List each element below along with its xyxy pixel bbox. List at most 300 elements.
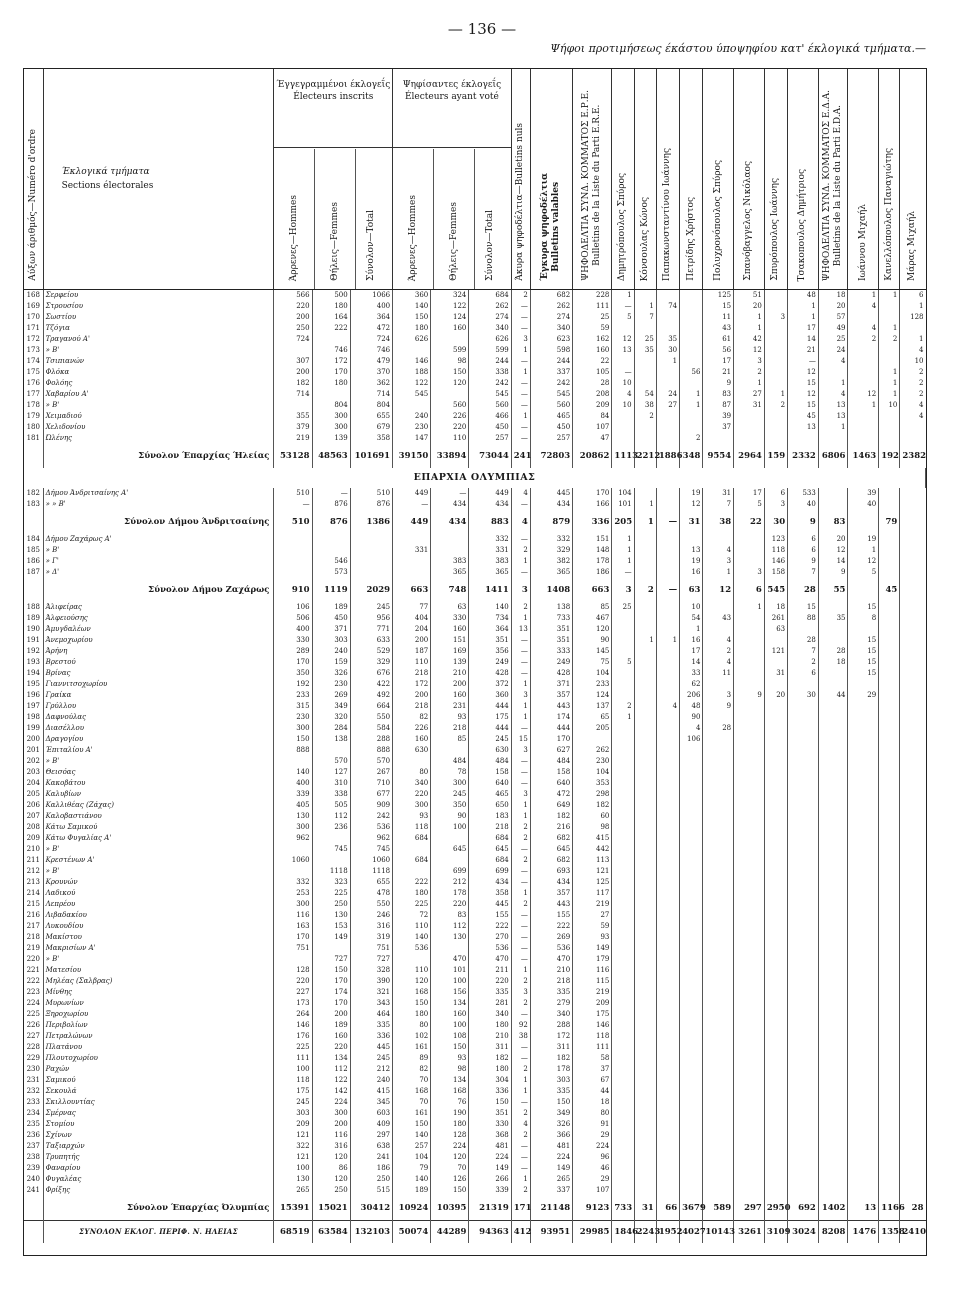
value-cell [734,921,765,932]
value-cell: 79 [879,510,900,534]
value-cell [788,888,819,899]
value-cell: 428 [469,668,511,679]
value-cell: 150 [274,734,312,745]
value-cell: 645 [431,844,469,855]
value-cell: 170 [312,976,350,987]
value-cell: 261 [764,613,787,624]
value-cell [634,745,656,756]
table-row [24,668,926,679]
value-cell: 4 [511,488,530,499]
value-cell: 140 [393,1130,431,1141]
value-cell: 2 [511,1185,530,1196]
row-number: 171 [24,323,43,334]
value-cell [431,534,469,545]
value-cell [818,756,848,767]
value-cell: 2 [511,833,530,844]
value-cell [848,778,879,789]
table-row [24,1152,926,1163]
value-cell [612,1141,634,1152]
value-cell: 245 [274,1097,312,1108]
value-cell: 28 [818,646,848,657]
value-cell: 180 [393,323,431,334]
value-cell [612,976,634,987]
value-cell: 173 [274,998,312,1009]
value-cell: 180 [393,888,431,899]
value-cell [634,998,656,1009]
value-cell: 40 [848,499,879,510]
value-cell [734,422,765,433]
value-cell: 12 [788,389,819,400]
value-cell: 17 [703,356,734,367]
value-cell [634,488,656,499]
value-cell: 245 [350,1053,392,1064]
table-row [24,855,926,866]
table-row [24,1163,926,1174]
value-cell: 4 [703,657,734,668]
value-cell: 35 [818,613,848,624]
value-cell [818,921,848,932]
value-cell: 422 [350,679,392,690]
value-cell [764,778,787,789]
row-number: 189 [24,613,43,624]
value-cell [656,910,679,921]
value-cell: 546 [312,556,350,567]
value-cell [734,811,765,822]
value-cell: 383 [469,556,511,567]
value-cell [656,833,679,844]
value-cell [656,976,679,987]
value-cell: 335 [469,987,511,998]
value-cell: 150 [431,1185,469,1196]
value-cell [634,290,656,302]
value-cell [393,756,431,767]
section-name: Ταξιαρχών [43,1141,274,1152]
row-number: 217 [24,921,43,932]
value-cell: — [274,499,312,510]
row-number: 182 [24,488,43,499]
table-row [24,1174,926,1185]
value-cell: 1952 [656,1221,679,1244]
section-name: Σκιλλουντίας [43,1097,274,1108]
value-cell: 288 [350,734,392,745]
value-cell: 266 [469,1174,511,1185]
value-cell [764,334,787,345]
value-cell: 124 [431,312,469,323]
value-cell [788,943,819,954]
value-cell [656,567,679,578]
results-table-frame [23,68,927,1256]
table-row [24,635,926,646]
value-cell: 663 [393,578,431,602]
value-cell [703,855,734,866]
value-cell [703,1152,734,1163]
value-cell: 3 [511,789,530,800]
value-cell: 209 [573,998,612,1009]
value-cell: 82 [393,1064,431,1075]
value-cell [656,1020,679,1031]
value-cell: 24 [818,345,848,356]
value-cell [879,301,900,312]
value-cell [900,811,926,822]
votants-gr: Ψηφίσαντες έκλογεΐς [402,80,502,90]
value-cell [612,756,634,767]
value-cell: 70 [393,1097,431,1108]
value-cell: 82 [393,712,431,723]
value-cell [900,1141,926,1152]
sections-header-fr: Sections électorales [61,181,154,191]
value-cell [900,899,926,910]
value-cell: 3261 [734,1221,765,1244]
section-name: » Γ' [43,556,274,567]
value-cell: 734 [469,613,511,624]
value-cell [848,888,879,899]
value-cell: 2382 [902,451,927,461]
row-number [24,1196,43,1221]
value-cell: 1 [764,389,787,400]
section-name: Καλοβαστιάνου [43,811,274,822]
row-number: 229 [24,1053,43,1064]
value-cell: 146 [764,556,787,567]
ere-list-header [573,69,612,290]
value-cell [848,811,879,822]
value-cell: 14 [818,556,848,567]
value-cell: 182 [274,378,312,389]
value-cell: 300 [393,800,431,811]
value-cell: 13 [680,545,703,556]
value-cell: — [511,932,530,943]
value-cell [734,987,765,998]
value-cell [848,734,879,745]
value-cell [656,556,679,567]
value-cell: 27 [734,389,765,400]
row-number: 186 [24,556,43,567]
value-cell [900,943,926,954]
value-cell [900,545,926,556]
value-cell: 29 [848,690,879,701]
value-cell: 1 [511,712,530,723]
value-cell [879,712,900,723]
value-cell: 1886 [656,444,679,468]
value-cell: 120 [431,1152,469,1163]
value-cell: 329 [530,545,572,556]
value-cell: 12 [734,345,765,356]
value-cell: 684 [393,833,431,844]
section-name: ΣΥΝΟΛΟΝ ΕΚΛΟΓ. ΠΕΡΙΦ. Ν. ΗΛΕΙΑΣ [43,1221,274,1244]
value-cell [634,701,656,712]
section-name: Μακρισίων Α' [43,943,274,954]
value-cell: 92 [511,1020,530,1031]
value-cell [900,723,926,734]
value-cell [879,657,900,668]
value-cell: 1 [734,312,765,323]
section-name: Σαμικού [43,1075,274,1086]
value-cell: 98 [431,356,469,367]
table-row [24,921,926,932]
votants-total-header: Σύνολον—Total [484,210,495,281]
value-cell: 289 [274,646,312,657]
value-cell [818,433,848,444]
value-cell: 142 [312,1086,350,1097]
table-row [24,433,926,444]
value-cell [900,888,926,899]
value-cell [879,965,900,976]
section-name: Άλιφείρας [43,602,274,613]
value-cell [818,668,848,679]
value-cell [879,488,900,499]
value-cell: 12 [788,367,819,378]
value-cell: 358 [350,433,392,444]
value-cell [680,833,703,844]
value-cell: 663 [573,578,612,602]
table-body [24,290,926,1244]
value-cell: 211 [469,965,511,976]
value-cell: 1 [680,400,703,411]
value-cell: 18 [818,290,848,302]
inscrits-fr: Électeurs inscrits [293,92,374,102]
value-cell: 231 [431,701,469,712]
value-cell [900,1075,926,1086]
value-cell [612,910,634,921]
value-cell: 356 [469,646,511,657]
value-cell [879,1141,900,1152]
value-cell [848,356,879,367]
value-cell: 1060 [350,855,392,866]
value-cell: 6 [919,291,924,299]
value-cell: 505 [312,800,350,811]
value-cell: 265 [274,1185,312,1196]
value-cell [764,932,787,943]
value-cell: 304 [469,1075,511,1086]
value-cell: — [511,567,530,578]
value-cell: 316 [350,921,392,932]
value-cell [900,965,926,976]
value-cell [900,778,926,789]
value-cell: 372 [469,679,511,690]
value-cell: 250 [274,323,312,334]
value-cell: 12 [848,556,879,567]
value-cell [900,1152,926,1163]
value-cell: 161 [393,1108,431,1119]
value-cell [680,822,703,833]
value-cell: 692 [788,1196,819,1221]
row-number: 236 [24,1130,43,1141]
value-cell [612,822,634,833]
row-number: 170 [24,312,43,323]
value-cell: 4 [612,389,634,400]
value-cell [634,932,656,943]
row-number: 225 [24,1009,43,1020]
row-number: 181 [24,433,43,444]
value-cell [848,1152,879,1163]
value-cell [900,998,926,1009]
value-cell [612,356,634,367]
value-cell: 134 [431,1075,469,1086]
value-cell: 1386 [350,510,392,534]
section-name: Τζόγια [43,323,274,334]
table-row [24,1141,926,1152]
section-name: Σύνολον Δήμου Άνδριτσαίνης [43,510,274,534]
value-cell: 50074 [393,1221,431,1244]
value-cell: 481 [530,1141,572,1152]
value-cell: 710 [350,778,392,789]
value-cell [848,1020,879,1031]
value-cell: 115 [573,976,612,987]
value-cell [900,1174,926,1185]
value-cell [788,1185,819,1196]
value-cell [656,1097,679,1108]
value-cell: 310 [312,778,350,789]
value-cell [734,1097,765,1108]
value-cell: 245 [469,734,511,745]
value-cell: 626 [469,334,511,345]
value-cell: 15021 [312,1196,350,1221]
value-cell [612,1163,634,1174]
value-cell: 25 [818,334,848,345]
value-cell [764,1031,787,1042]
value-cell [734,668,765,679]
value-cell: 175 [274,1086,312,1097]
value-cell: 603 [350,1108,392,1119]
section-name: Κρεστένων Α' [43,855,274,866]
value-cell [764,921,787,932]
value-cell: 134 [431,998,469,1009]
value-cell [612,943,634,954]
value-cell: 3 [511,578,530,602]
value-cell: 311 [530,1042,572,1053]
value-cell: 56 [680,367,703,378]
value-cell: 371 [530,679,572,690]
value-cell [656,1053,679,1064]
row-number: 222 [24,976,43,987]
table-row [24,312,926,323]
value-cell [848,367,879,378]
value-cell: 20 [734,301,765,312]
value-cell [879,613,900,624]
value-cell: 274 [530,312,572,323]
value-cell: — [511,534,530,545]
value-cell [634,1185,656,1196]
value-cell: 506 [274,613,312,624]
value-cell: 225 [274,1042,312,1053]
value-cell [656,422,679,433]
value-cell [818,1152,848,1163]
value-cell [764,356,787,367]
value-cell [612,1185,634,1196]
row-number: 177 [24,389,43,400]
value-cell: — [511,378,530,389]
value-cell [900,635,926,646]
row-number: 200 [24,734,43,745]
value-cell: 340 [530,323,572,334]
value-cell: 225 [312,888,350,899]
value-cell [612,1020,634,1031]
table-row [24,888,926,899]
value-cell: — [511,1097,530,1108]
value-cell [788,910,819,921]
value-cell [900,1097,926,1108]
value-cell [848,433,879,444]
value-cell: 1 [634,635,656,646]
value-cell: 178 [573,556,612,567]
value-cell [900,433,926,444]
row-number: 219 [24,943,43,954]
value-cell [680,378,703,389]
value-cell: 962 [274,833,312,844]
value-cell: 1 [656,356,679,367]
value-cell [634,888,656,899]
value-cell: 10143 [703,1221,734,1244]
value-cell [680,1031,703,1042]
value-cell: 212 [350,1064,392,1075]
value-cell: 241 [511,444,530,468]
value-cell [788,1097,819,1108]
value-cell [350,556,392,567]
value-cell: 200 [274,312,312,323]
table-header [24,69,926,290]
value-cell [818,998,848,1009]
value-cell: 31 [703,488,734,499]
value-cell: 262 [469,301,511,312]
value-cell: 1 [612,556,634,567]
value-cell: 515 [350,1185,392,1196]
value-cell: 20 [764,690,787,701]
table-row [24,767,926,778]
value-cell [634,367,656,378]
value-cell [879,1075,900,1086]
value-cell [393,400,431,411]
value-cell: 164 [312,312,350,323]
value-cell [764,789,787,800]
value-cell [848,312,879,323]
value-cell [680,789,703,800]
value-cell [818,624,848,635]
row-number: 208 [24,822,43,833]
section-name: » Β' [43,400,274,411]
value-cell: 10 [879,400,900,411]
value-cell [680,356,703,367]
value-cell [818,943,848,954]
value-cell: 17 [680,646,703,657]
value-cell: 4 [848,301,879,312]
value-cell [879,778,900,789]
value-cell: 224 [469,1152,511,1163]
value-cell [634,833,656,844]
value-cell: 336 [469,1086,511,1097]
value-cell [612,624,634,635]
value-cell [656,1064,679,1075]
table-row [24,602,926,613]
value-cell [680,411,703,422]
value-cell [848,1031,879,1042]
value-cell: 7 [703,499,734,510]
value-cell: 118 [274,1075,312,1086]
value-cell [848,624,879,635]
value-cell: 2029 [350,578,392,602]
table-row [24,778,926,789]
value-cell [656,290,679,302]
value-cell: 699 [431,866,469,877]
value-cell: 172 [530,1031,572,1042]
value-cell: 170 [573,488,612,499]
value-cell [703,1053,734,1064]
row-number: 206 [24,800,43,811]
value-cell: 124 [573,690,612,701]
value-cell: 219 [274,433,312,444]
section-name: Περιβολίων [43,1020,274,1031]
candidate-header: Ιωάννου Μιχαήλ [848,69,879,290]
value-cell: — [511,756,530,767]
value-cell: 353 [573,778,612,789]
